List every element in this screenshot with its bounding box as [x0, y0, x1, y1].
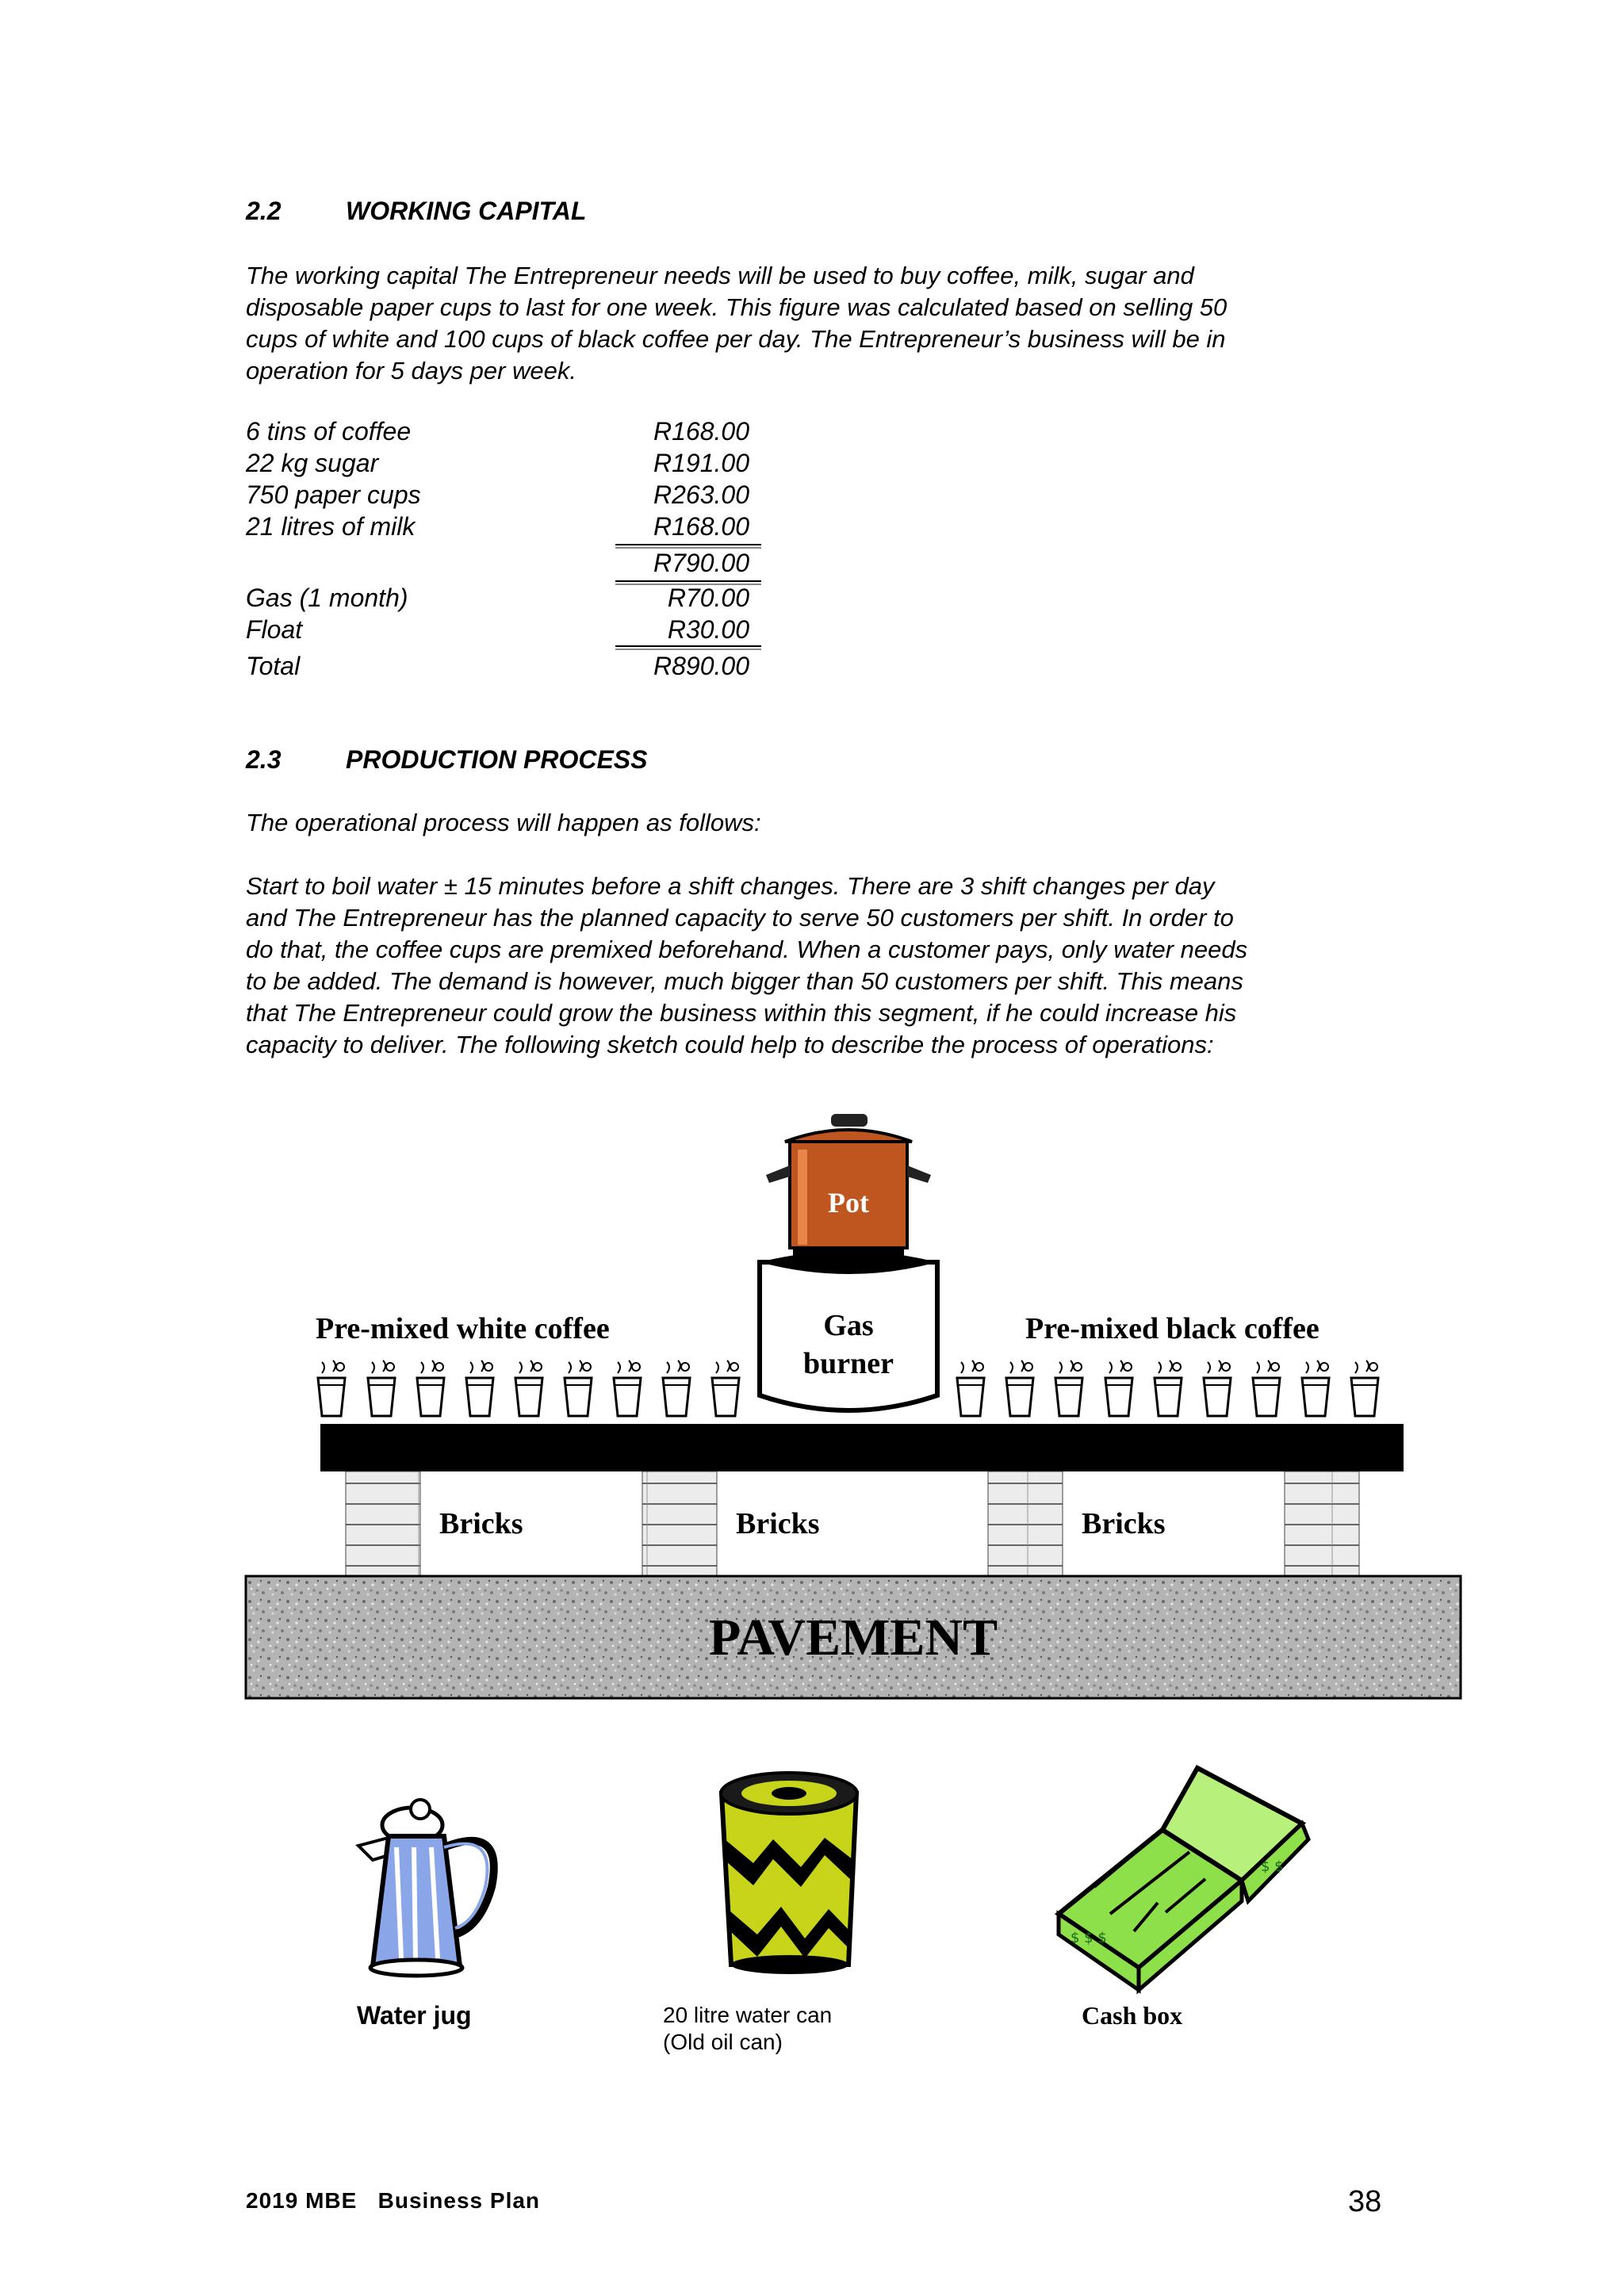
bricks-label: Bricks [736, 1507, 820, 1540]
page-number: 38 [1348, 2185, 1382, 2218]
svg-text:$ $ $: $ $ $ [1071, 1930, 1107, 1946]
black-coffee-cups [957, 1360, 1378, 1416]
footer-text: 2019 MBE Business Plan [246, 2188, 541, 2213]
cost-amount: R263.00 [653, 480, 749, 509]
cost-item: Float [246, 615, 303, 644]
water-jug-label: Water jug [357, 2001, 472, 2030]
brick-pillar [1285, 1471, 1359, 1576]
paragraph-line: Start to boil water ± 15 minutes before a shift changes. There are 3 shift changes per day [246, 872, 1215, 900]
pavement-label: PAVEMENT [708, 1609, 998, 1667]
section-2-2-number: 2.2 [246, 197, 282, 225]
cash-box-icon [1059, 1768, 1308, 1990]
white-coffee-cups [318, 1360, 739, 1416]
brick-pillar [346, 1471, 420, 1576]
cost-item: 750 paper cups [246, 480, 421, 509]
cost-amount: R168.00 [653, 417, 749, 446]
pot-label: Pot [828, 1187, 869, 1219]
paragraph-line: disposable paper cups to last for one week. This figure was calculated based on selling 50 [246, 293, 1228, 321]
paragraph-line: that The Entrepreneur could grow the business within this segment, if he could increase his [246, 999, 1237, 1027]
water-can-label-1: 20 litre water can [663, 2003, 833, 2027]
subtotal-amount: R790.00 [653, 549, 749, 577]
water-can-label-2: (Old oil can) [663, 2030, 783, 2054]
white-coffee-label: Pre-mixed white coffee [316, 1312, 610, 1345]
section-2-2-title: WORKING CAPITAL [346, 197, 587, 225]
paragraph-line: do that, the coffee cups are premixed beforehand. When a customer pays, only water needs [246, 936, 1248, 963]
cost-item: 22 kg sugar [246, 449, 379, 477]
paragraph-line: The working capital The Entrepreneur needs will be used to buy coffee, milk, sugar and [246, 262, 1194, 289]
total-amount: R890.00 [653, 652, 749, 680]
cost-item: 21 litres of milk [246, 512, 416, 541]
brick-pillar [642, 1471, 717, 1576]
cash-box-label: Cash box [1082, 2001, 1183, 2030]
paragraph-line: to be added. The demand is however, much bigger than 50 customers per shift. This means [246, 967, 1243, 995]
bricks-label: Bricks [1082, 1507, 1166, 1540]
black-coffee-label: Pre-mixed black coffee [1025, 1312, 1320, 1345]
burner-label-2: burner [803, 1347, 894, 1380]
paragraph-line: capacity to deliver. The following sketch could help to describe the process of operations: [246, 1031, 1214, 1058]
cost-amount: R70.00 [667, 584, 749, 612]
table-top [320, 1424, 1404, 1471]
water-jug-icon [358, 1800, 494, 1976]
section-2-3-title: PRODUCTION PROCESS [346, 745, 648, 774]
total-label: Total [246, 652, 301, 680]
oil-can-icon [721, 1773, 857, 1974]
cost-amount: R168.00 [653, 512, 749, 541]
brick-pillar [988, 1471, 1063, 1576]
cost-amount: R30.00 [667, 615, 749, 644]
bricks-label: Bricks [439, 1507, 523, 1540]
paragraph-line: operation for 5 days per week. [246, 357, 577, 385]
paragraph-line: cups of white and 100 cups of black coffee per day. The Entrepreneur’s business will be in [246, 325, 1226, 353]
cost-item: 6 tins of coffee [246, 417, 412, 446]
pot-icon [766, 1114, 931, 1248]
paragraph-line: and The Entrepreneur has the planned capacity to serve 50 customers per shift. In order to [246, 904, 1234, 932]
burner-label-1: Gas [823, 1309, 874, 1342]
cost-amount: R191.00 [653, 449, 749, 477]
section-2-3-number: 2.3 [246, 745, 282, 774]
cost-item: Gas (1 month) [246, 584, 408, 612]
production-intro: The operational process will happen as follows: [246, 809, 761, 836]
svg-text:$ $: $ $ [1261, 1858, 1284, 1875]
